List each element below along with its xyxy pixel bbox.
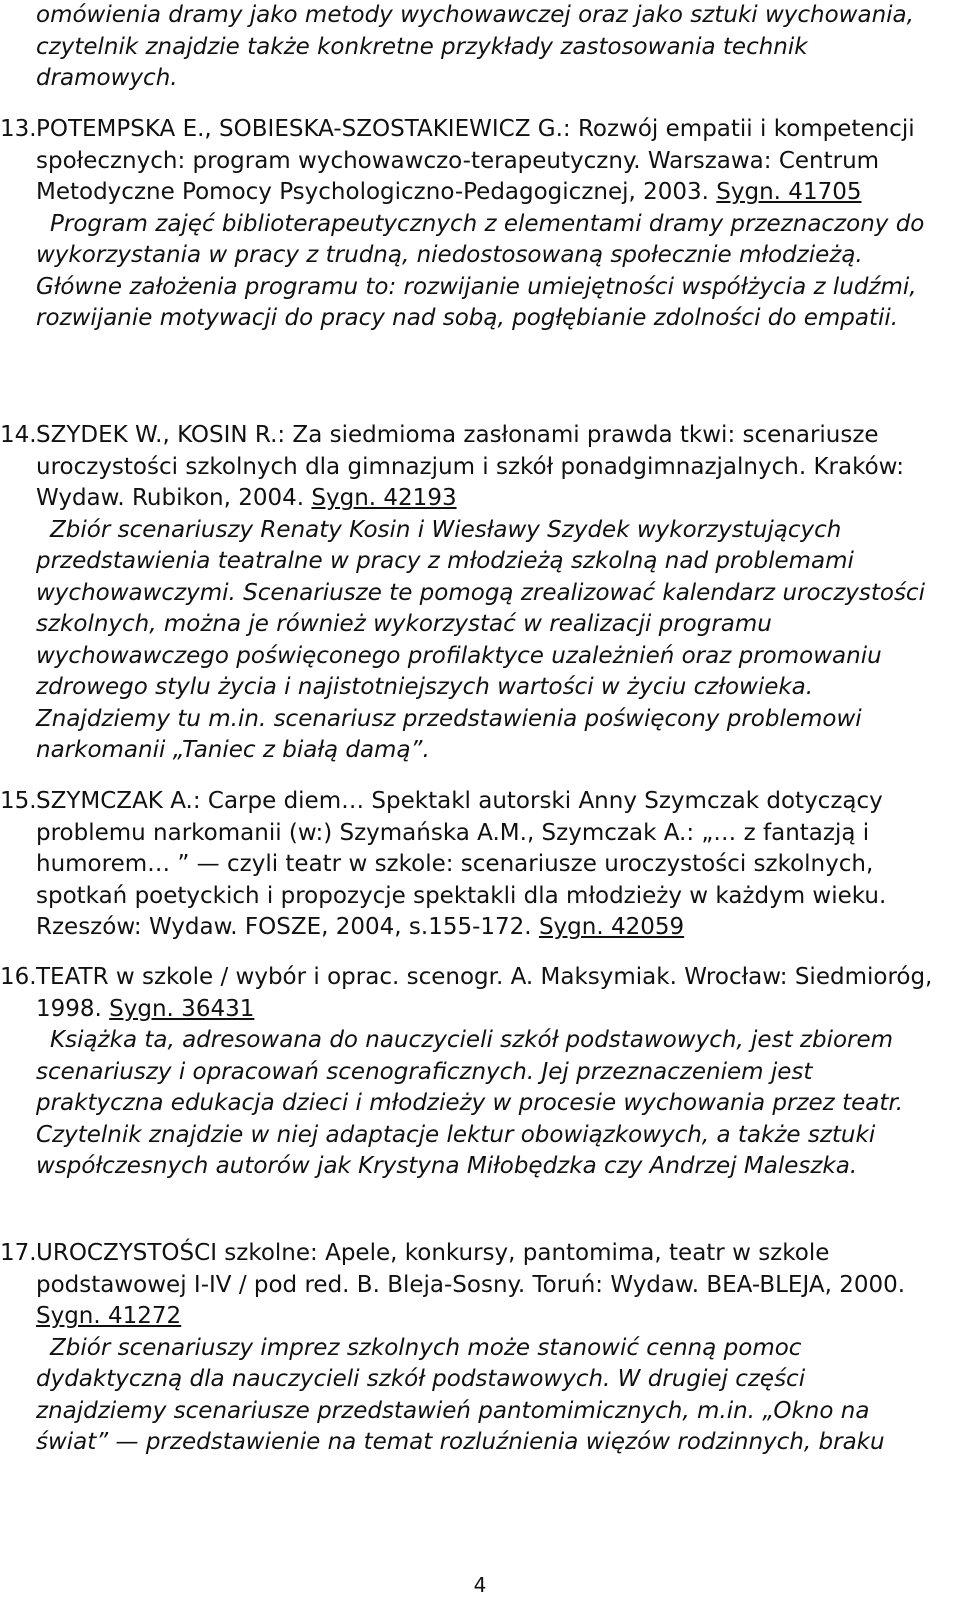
entry-citation: SZYMCZAK A.: Carpe diem… Spektakl autorski Anny Szymczak dotyczący problemu narkomanii (w:) Szymańska A.M., Szymczak A.: „… z fantazją i humorem… ” — czyli teatr w szkole: scenariusze uroczystości szkolnych, spotkań poetyckich i propozycje spektakli dla młodzieży w każdym wieku. Rzeszów: Wydaw. FOSZE, 2004, s.155-172. (36, 788, 887, 940)
intro-paragraph (36, 0, 942, 95)
page-number: 4 (473, 1573, 487, 1597)
call-number: Sygn. 42059 (538, 914, 685, 940)
entry-description: Zbiór scenariuszy imprez szkolnych może stanowić cenną pomoc dydaktyczną dla nauczycieli szkół podstawowych. W drugiej części znajdziemy scenariusze przedstawień pantomimicznych, m.in. „Okno na świat” — przedstawienie na temat rozluźnienia więzów rodzinnych, braku (36, 1334, 885, 1455)
entry-number: 17. (0, 1240, 37, 1266)
entry-citation: TEATR w szkole / wybór i oprac. scenogr. A. Maksymiak. Wrocław: Siedmioróg, 1998. (36, 964, 933, 1022)
entry-citation: POTEMPSKA E., SOBIESKA-SZOSTAKIEWICZ G.: Rozwój empatii i kompetencji społecznych: program wychowawczo-terapeutyczny. Warszawa: Centrum Metodyczne Pomocy Psychologiczno-Pedagogicznej, 2003. (36, 116, 915, 205)
entry-description: Zbiór scenariuszy Renaty Kosin i Wiesławy Szydek wykorzystujących przedstawienia teatralne w pracy z młodzieżą szkolną nad problemami wychowawczymi. Scenariusze te pomogą zrealizować kalendarz uroczystości szkolnych, można je również wykorzystać w realizacji programu wychowawczego poświęconego profilaktyce uzależnień oraz promowaniu zdrowego stylu życia i najistotniejszych wartości w życiu człowieka. Znajdziemy tu m.in. scenariusz przedstawienia poświęcony problemowi narkomanii „Taniec z białą damą”. (36, 516, 925, 763)
call-number: Sygn. 41272 (36, 1303, 182, 1329)
entry-number: 15. (0, 788, 37, 814)
entry-number: 14. (0, 422, 37, 448)
intro-text: omówienia dramy jako metody wychowawczej oraz jako sztuki wychowania, czytelnik znajdzie także konkretne przykłady zastosowania technik dramowych. (36, 2, 914, 91)
entry-number: 16. (0, 964, 37, 990)
entry-body (36, 420, 942, 767)
entry-body (36, 1238, 942, 1459)
entry-citation: UROCZYSTOŚCI szkolne: Apele, konkursy, pantomima, teatr w szkole podstawowej I-IV / pod red. B. Bleja-Sosny. Toruń: Wydaw. BEA-BLEJA, 2000. (36, 1240, 906, 1298)
entry-description: Program zajęć biblioterapeutycznych z elementami dramy przeznaczony do wykorzystania w pracy z trudną, niedostosowaną społecznie młodzieżą. Główne założenia programu to: rozwijanie umiejętności współżycia z ludźmi, rozwijanie motywacji do pracy nad sobą, pogłębianie zdolności do empatii. (36, 210, 925, 331)
entry-body (36, 962, 942, 1183)
entry-number: 13. (0, 116, 37, 142)
call-number: Sygn. 36431 (109, 995, 255, 1022)
call-number: Sygn. 42193 (311, 485, 457, 511)
entry-body (36, 786, 942, 944)
entry-citation: SZYDEK W., KOSIN R.: Za siedmioma zasłonami prawda tkwi: scenariusze uroczystości szkolnych dla gimnazjum i szkół ponadgimnazjalnych. Kraków: Wydaw. Rubikon, 2004. (36, 422, 904, 511)
entry-body (36, 114, 942, 335)
entry-description: Książka ta, adresowana do nauczycieli szkół podstawowych, jest zbiorem scenariuszy i opracowań scenograficznych. Jej przeznaczeniem jest praktyczna edukacja dzieci i młodzieży w procesie wychowania przez teatr. Czytelnik znajdzie w niej adaptacje lektur obowiązkowych, a także sztuki współczesnych autorów jak Krystyna Miłobędzka czy Andrzej Maleszka. (36, 1027, 904, 1179)
call-number: Sygn. 41705 (716, 179, 862, 205)
